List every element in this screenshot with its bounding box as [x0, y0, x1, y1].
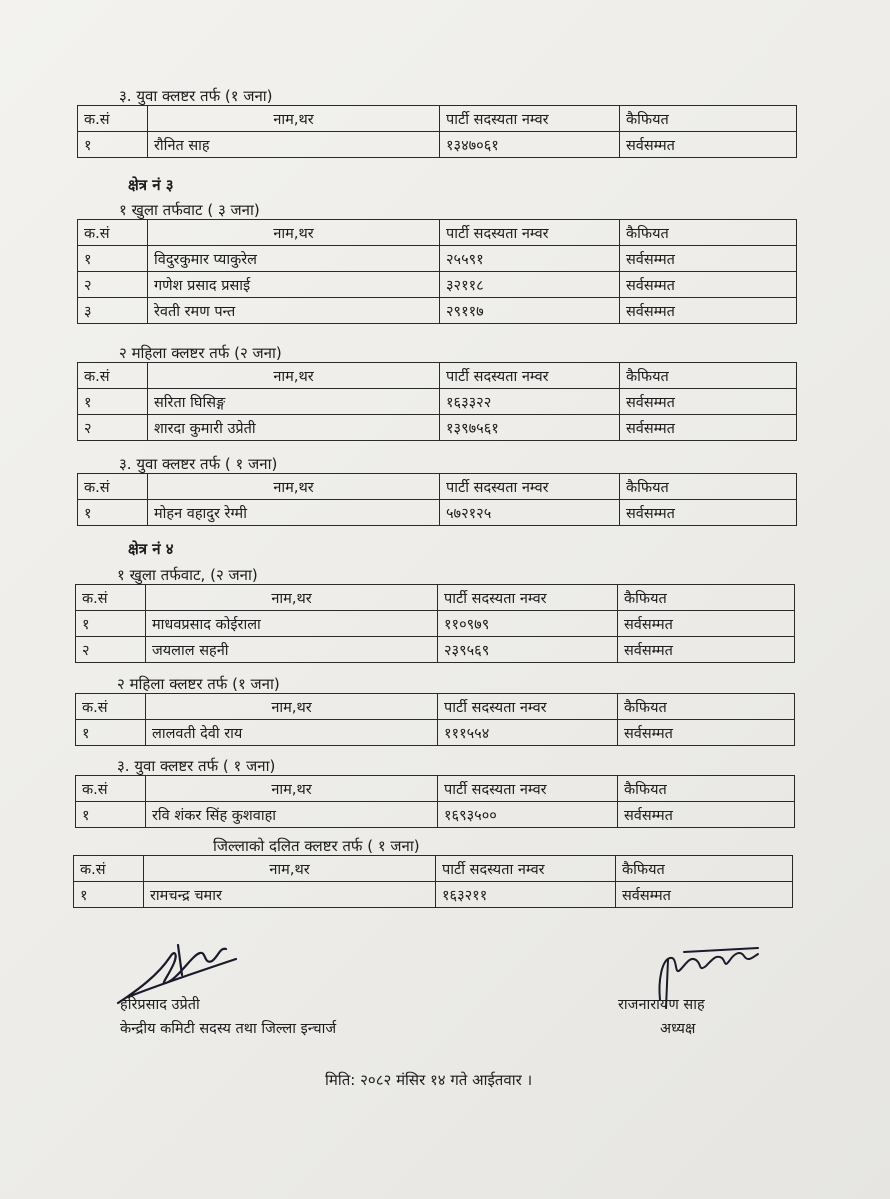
cell-sn: १: [78, 389, 148, 415]
cell-sn: १: [74, 882, 144, 908]
cell-sn: २: [78, 415, 148, 441]
header-name: नाम,थर: [148, 363, 440, 389]
cell-name: मोहन वहादुर रेग्मी: [148, 500, 440, 526]
section-caption: २ महिला क्लष्टर तर्फ (२ जना): [119, 344, 282, 362]
cell-membership: ३२११८: [440, 272, 620, 298]
header-remarks: कैफियत: [618, 694, 795, 720]
district-dalit-table: [73, 855, 793, 908]
cell-sn: १: [78, 132, 148, 158]
zone3-women-table: [77, 362, 797, 441]
cell-membership: ११०९७९: [438, 611, 618, 637]
header-sn: क.सं: [76, 585, 146, 611]
cell-membership: ५७२१२५: [440, 500, 620, 526]
header-name: नाम,थर: [144, 856, 436, 882]
zone3-women-section: [77, 344, 797, 441]
zone4-women-table: [75, 693, 795, 746]
table-row: [76, 611, 795, 637]
cell-membership: १३९७५६१: [440, 415, 620, 441]
section-youth-prev: [77, 87, 797, 158]
header-membership: पार्टी सदस्यता नम्वर: [440, 363, 620, 389]
cell-membership: १६९३५००: [438, 802, 618, 828]
header-name: नाम,थर: [148, 220, 440, 246]
header-name: नाम,थर: [148, 106, 440, 132]
table-header-row: [76, 694, 795, 720]
cell-membership: १३४७०६१: [440, 132, 620, 158]
section-caption: ३. युवा क्लष्टर तर्फ ( १ जना): [119, 455, 278, 473]
header-sn: क.सं: [74, 856, 144, 882]
youth-prev-table: [77, 105, 797, 158]
table-row: [78, 132, 797, 158]
header-remarks: कैफियत: [620, 106, 797, 132]
cell-membership: २९११७: [440, 298, 620, 324]
right-signatory-title: अध्यक्ष: [660, 1021, 696, 1037]
zone3-heading: क्षेत्र नं ३: [128, 176, 174, 194]
header-membership: पार्टी सदस्यता नम्वर: [438, 694, 618, 720]
section-caption: २ महिला क्लष्टर तर्फ (१ जना): [117, 675, 280, 693]
cell-remarks: सर्वसम्मत: [620, 132, 797, 158]
cell-remarks: सर्वसम्मत: [620, 389, 797, 415]
zone4-heading: क्षेत्र नं ४: [128, 540, 174, 558]
zone4-youth-section: [75, 757, 795, 828]
table-row: [78, 298, 797, 324]
table-row: [78, 389, 797, 415]
right-signature-block: [618, 993, 705, 1041]
cell-membership: १११५५४: [438, 720, 618, 746]
section-caption: ३. युवा क्लष्टर तर्फ (१ जना): [119, 87, 273, 105]
cell-remarks: सर्वसम्मत: [620, 298, 797, 324]
header-name: नाम,थर: [148, 474, 440, 500]
header-membership: पार्टी सदस्यता नम्वर: [440, 474, 620, 500]
zone3-youth-section: [77, 455, 797, 526]
cell-membership: २५५९१: [440, 246, 620, 272]
table-header-row: [76, 776, 795, 802]
cell-remarks: सर्वसम्मत: [620, 272, 797, 298]
header-sn: क.सं: [78, 474, 148, 500]
cell-name: विदुरकुमार प्याकुरेल: [148, 246, 440, 272]
cell-remarks: सर्वसम्मत: [618, 637, 795, 663]
cell-remarks: सर्वसम्मत: [616, 882, 793, 908]
district-dalit-section: [73, 837, 793, 908]
section-caption: १ खुला तर्फवाट, (२ जना): [117, 566, 258, 584]
section-caption: ३. युवा क्लष्टर तर्फ ( १ जना): [117, 757, 276, 775]
cell-remarks: सर्वसम्मत: [620, 246, 797, 272]
header-name: नाम,थर: [146, 694, 438, 720]
table-row: [76, 802, 795, 828]
table-header-row: [78, 474, 797, 500]
cell-sn: १: [76, 611, 146, 637]
header-remarks: कैफियत: [620, 474, 797, 500]
cell-name: रामचन्द्र चमार: [144, 882, 436, 908]
table-row: [78, 415, 797, 441]
cell-name: जयलाल सहनी: [146, 637, 438, 663]
cell-name: रेवती रमण पन्त: [148, 298, 440, 324]
zone4-women-section: [75, 675, 795, 746]
section-caption: जिल्लाको दलित क्लष्टर तर्फ ( १ जना): [213, 837, 420, 855]
table-header-row: [74, 856, 793, 882]
header-name: नाम,थर: [146, 776, 438, 802]
header-name: नाम,थर: [146, 585, 438, 611]
cell-name: रवि शंकर सिंह कुशवाहा: [146, 802, 438, 828]
table-header-row: [78, 106, 797, 132]
cell-remarks: सर्वसम्मत: [618, 611, 795, 637]
header-remarks: कैफियत: [616, 856, 793, 882]
zone4-open-section: [75, 566, 795, 663]
table-header-row: [78, 363, 797, 389]
table-row: [76, 720, 795, 746]
zone3-open-table: [77, 219, 797, 324]
header-remarks: कैफियत: [618, 776, 795, 802]
left-signatory-name: हरिप्रसाद उप्रेती: [120, 997, 200, 1013]
right-signatory-name: राजनारायण साह: [618, 997, 705, 1013]
cell-sn: २: [78, 272, 148, 298]
zone4-open-table: [75, 584, 795, 663]
table-row: [78, 272, 797, 298]
cell-name: माधवप्रसाद कोईराला: [146, 611, 438, 637]
header-membership: पार्टी सदस्यता नम्वर: [438, 776, 618, 802]
footer-date: मिति: २०८२ मंसिर १४ गते आईतवार ।: [325, 1071, 533, 1089]
zone3-youth-table: [77, 473, 797, 526]
header-sn: क.सं: [78, 363, 148, 389]
cell-name: शारदा कुमारी उप्रेती: [148, 415, 440, 441]
cell-name: सरिता घिसिङ्ग: [148, 389, 440, 415]
left-signatory-title: केन्द्रीय कमिटी सदस्य तथा जिल्ला इन्चार्ज: [120, 1021, 337, 1037]
cell-sn: २: [76, 637, 146, 663]
cell-sn: ३: [78, 298, 148, 324]
cell-remarks: सर्वसम्मत: [618, 720, 795, 746]
header-membership: पार्टी सदस्यता नम्वर: [436, 856, 616, 882]
cell-membership: २३९५६९: [438, 637, 618, 663]
cell-name: लालवती देवी राय: [146, 720, 438, 746]
header-remarks: कैफियत: [620, 220, 797, 246]
table-header-row: [78, 220, 797, 246]
table-header-row: [76, 585, 795, 611]
header-sn: क.सं: [78, 106, 148, 132]
header-remarks: कैफियत: [618, 585, 795, 611]
cell-sn: १: [78, 246, 148, 272]
cell-membership: १६३३२२: [440, 389, 620, 415]
zone4-youth-table: [75, 775, 795, 828]
header-membership: पार्टी सदस्यता नम्वर: [440, 106, 620, 132]
header-sn: क.सं: [76, 694, 146, 720]
left-signature-block: [120, 993, 336, 1041]
header-membership: पार्टी सदस्यता नम्वर: [440, 220, 620, 246]
header-remarks: कैफियत: [620, 363, 797, 389]
header-sn: क.सं: [78, 220, 148, 246]
cell-remarks: सर्वसम्मत: [618, 802, 795, 828]
table-row: [78, 500, 797, 526]
cell-remarks: सर्वसम्मत: [620, 415, 797, 441]
header-sn: क.सं: [76, 776, 146, 802]
table-row: [76, 637, 795, 663]
cell-membership: १६३२११: [436, 882, 616, 908]
cell-sn: १: [76, 720, 146, 746]
cell-sn: १: [78, 500, 148, 526]
cell-name: रौनित साह: [148, 132, 440, 158]
section-caption: १ खुला तर्फवाट ( ३ जना): [119, 201, 260, 219]
zone3-open-section: [77, 201, 797, 324]
cell-name: गणेश प्रसाद प्रसाई: [148, 272, 440, 298]
cell-remarks: सर्वसम्मत: [620, 500, 797, 526]
header-membership: पार्टी सदस्यता नम्वर: [438, 585, 618, 611]
table-row: [74, 882, 793, 908]
cell-sn: १: [76, 802, 146, 828]
table-row: [78, 246, 797, 272]
